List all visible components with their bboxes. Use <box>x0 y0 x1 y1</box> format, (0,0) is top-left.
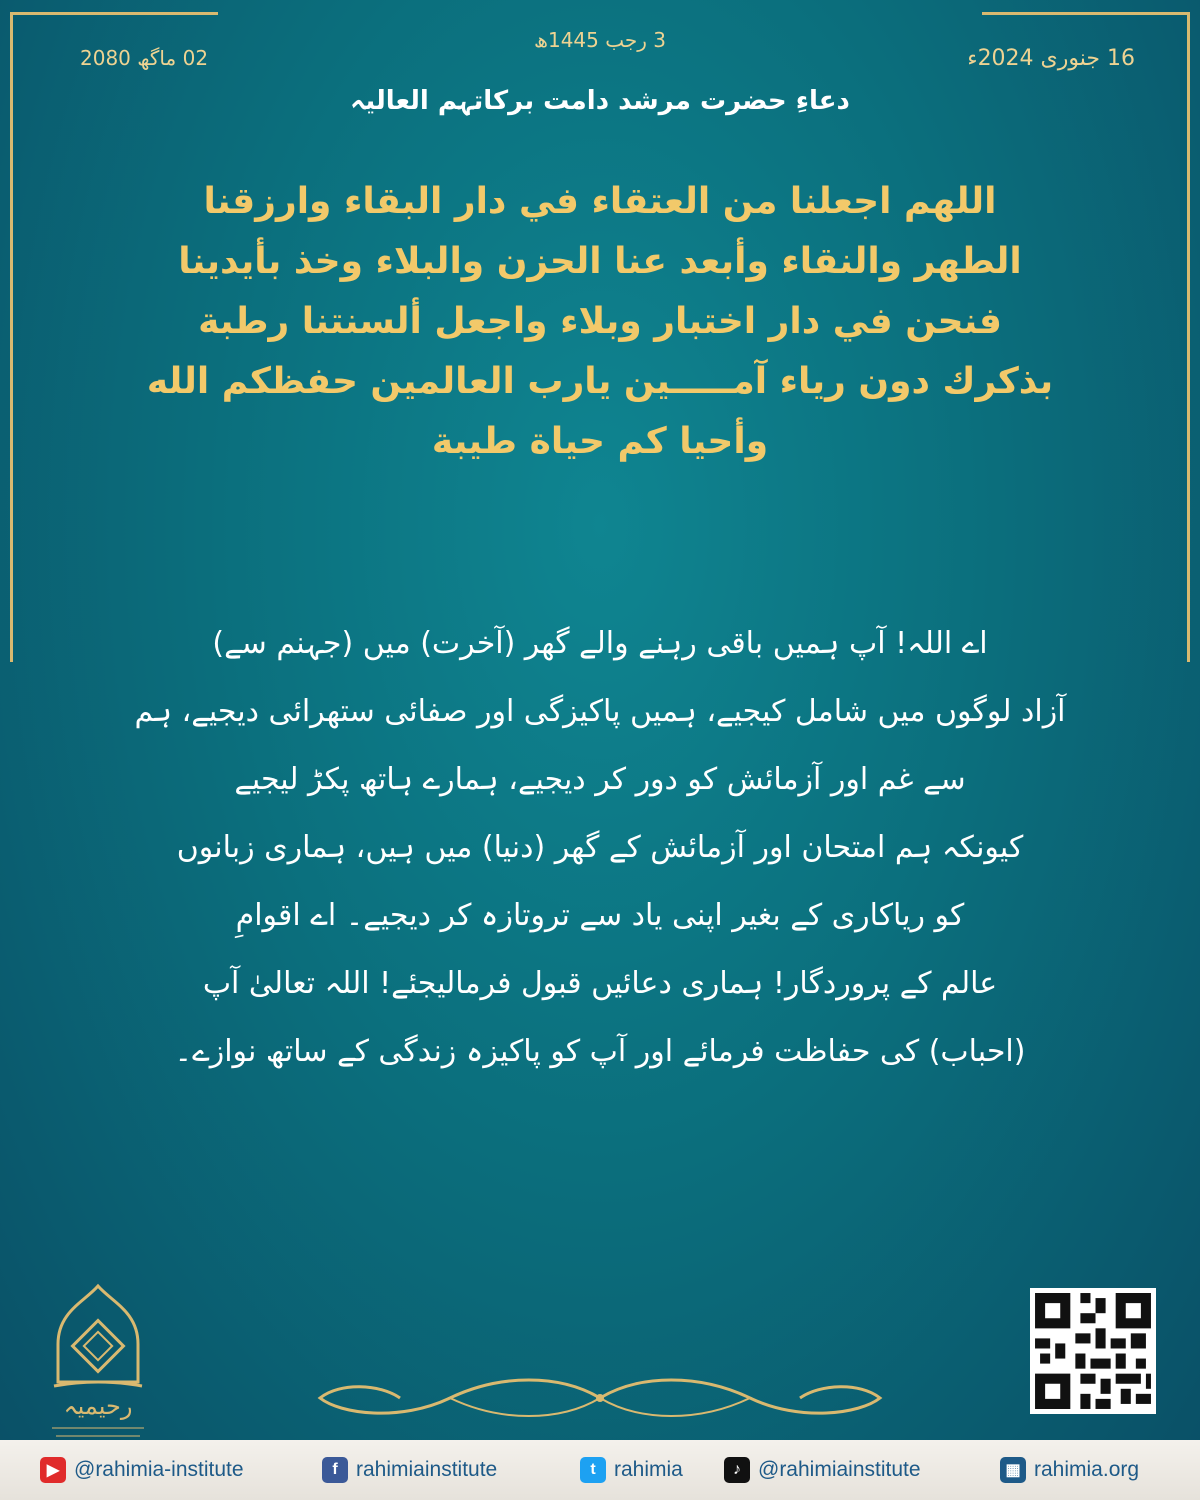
footer-bar <box>0 1440 1200 1500</box>
arabic-line: اللهم اجعلنا من العتقاء في دار البقاء وارزقنا <box>203 181 997 222</box>
urdu-line: اے اللہ! آپ ہمیں باقی رہنے والے گھر (آخرت) میں (جہنم سے) <box>212 626 988 661</box>
arabic-line: بذكرك دون رياء آمـــــين يارب العالمين حفظكم الله <box>146 361 1054 402</box>
facebook-handle: rahimiainstitute <box>356 1458 498 1481</box>
facebook-icon: f <box>322 1457 348 1483</box>
facebook-link[interactable] <box>322 1455 497 1485</box>
date-gregorian: 16 جنوری 2024ء <box>967 46 1135 71</box>
twitter-handle: rahimia <box>614 1458 683 1481</box>
frame-top-right <box>982 12 1190 15</box>
arabic-line: الطهر والنقاء وأبعد عنا الحزن والبلاء وخذ بأيدينا <box>178 241 1022 282</box>
twitter-link[interactable] <box>580 1455 683 1485</box>
tiktok-icon: ♪ <box>724 1457 750 1483</box>
logo-label: رحیمیہ <box>63 1392 133 1420</box>
rahimia-logo <box>44 1282 152 1442</box>
youtube-link[interactable] <box>40 1455 244 1485</box>
qr-icon: ▦ <box>1000 1457 1026 1483</box>
page-title: دعاءِ حضرت مرشد دامت برکاتہم العالیہ <box>350 86 850 116</box>
twitter-icon: t <box>580 1457 606 1483</box>
urdu-line: عالم کے پروردگار! ہماری دعائیں قبول فرمالیجئے! اللہ تعالیٰ آپ <box>202 966 998 1001</box>
urdu-translation <box>110 610 1090 1086</box>
urdu-line: آزاد لوگوں میں شامل کیجیے، ہمیں پاکیزگی اور صفائی ستھرائی دیجیے، ہم <box>134 694 1066 729</box>
urdu-line: کو ریاکاری کے بغیر اپنی یاد سے تروتازہ کر دیجیے۔ اے اقوامِ <box>235 898 965 933</box>
ornament-divider <box>300 1370 900 1426</box>
qr-code[interactable] <box>1030 1288 1156 1414</box>
arabic-line: وأحيا كم حياة طيبة <box>431 421 769 462</box>
date-hijri: 3 رجب 1445ھ <box>534 28 666 52</box>
youtube-icon: ▶ <box>40 1457 66 1483</box>
tiktok-link[interactable] <box>724 1455 921 1485</box>
arabic-dua <box>120 172 1080 472</box>
urdu-line: سے غم اور آزمائش کو دور کر دیجیے، ہمارے ہاتھ پکڑ لیجیے <box>234 762 966 797</box>
arabic-line: فنحن في دار اختبار وبلاء واجعل ألسنتنا رطبة <box>198 301 1002 342</box>
tiktok-handle: @rahimiainstitute <box>758 1458 921 1481</box>
website-url: rahimia.org <box>1034 1458 1140 1481</box>
frame-top-left <box>10 12 218 15</box>
website-link[interactable] <box>1000 1455 1139 1485</box>
urdu-line: کیونکہ ہم امتحان اور آزمائش کے گھر (دنیا) میں ہیں، ہماری زبانوں <box>176 830 1024 865</box>
date-bikrami: 02 ماگھ 2080 <box>80 46 209 70</box>
youtube-handle: @rahimia-institute <box>74 1458 244 1481</box>
urdu-line: (احباب) کی حفاظت فرمائے اور آپ کو پاکیزہ زندگی کے ساتھ نوازے۔ <box>174 1034 1026 1069</box>
